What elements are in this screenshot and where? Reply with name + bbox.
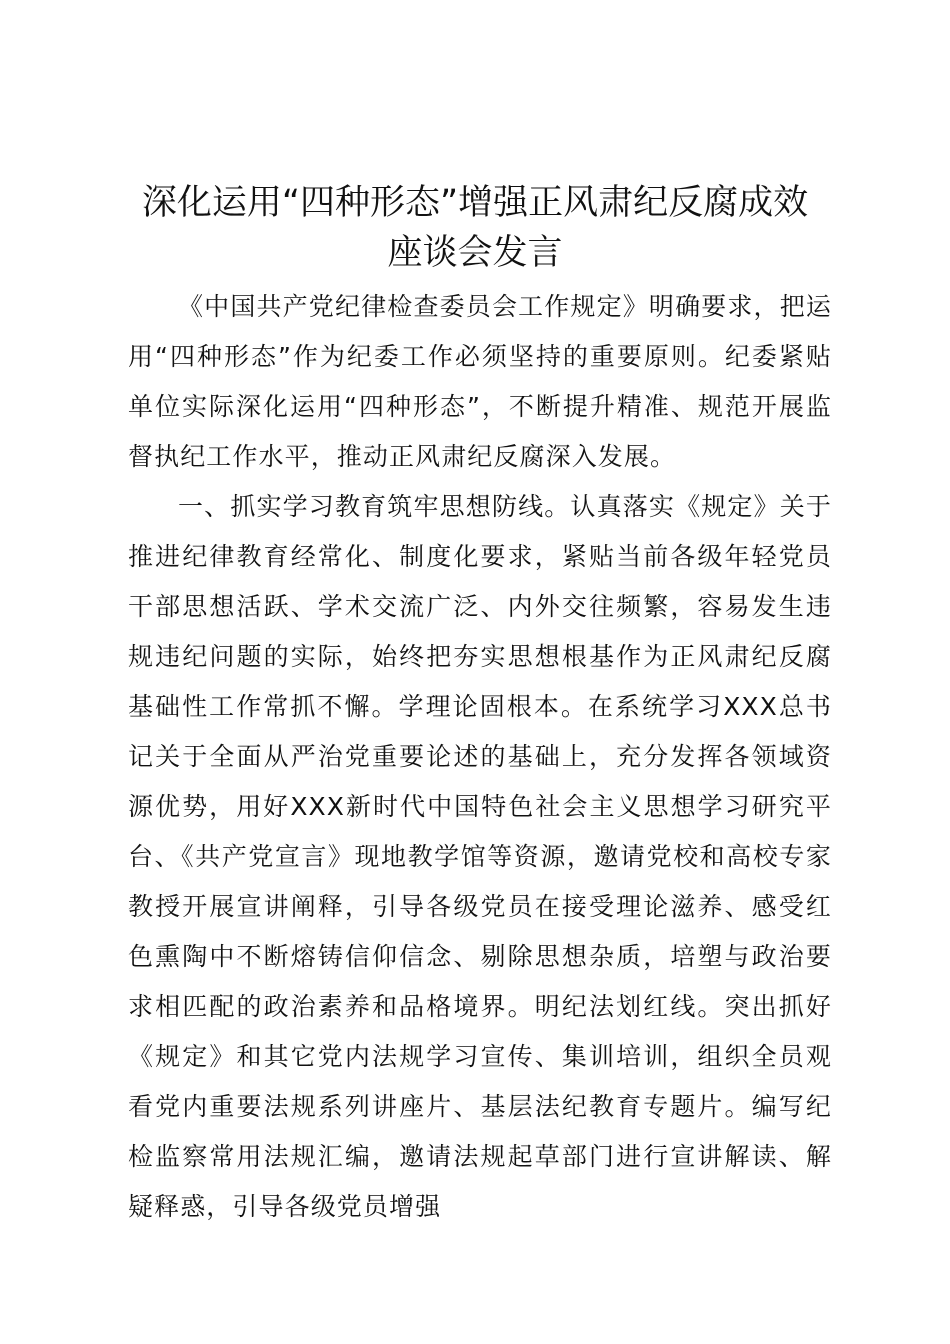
document-body xyxy=(128,282,832,1232)
title-line-2: 座谈会发言 xyxy=(387,233,563,273)
document-title xyxy=(100,178,850,278)
intro-paragraph: 《中国共产党纪律检查委员会工作规定》明确要求，把运用“四种形态”作为纪委工作必须坚持的重要原则。纪委紧贴单位实际深化运用“四种形态”，不断提升精准、规范开展监督执纪工作水平，推动正风肃纪反腐深入发展。 xyxy=(128,292,832,471)
section-one-paragraph: 一、抓实学习教育筑牢思想防线。认真落实《规定》关于推进纪律教育经常化、制度化要求，紧贴当前各级年轻党员干部思想活跃、学术交流广泛、内外交往频繁，容易发生违规违纪问题的实际，始终把夯实思想根基作为正风肃纪反腐基础性工作常抓不懈。学理论固根本。在系统学习XXX总书记关于全面从严治党重要论述的基础上，充分发挥各领域资源优势，用好XXX新时代中国特色社会主义思想学习研究平台、《共产党宣言》现地教学馆等资源，邀请党校和高校专家教授开展宣讲阐释，引导各级党员在接受理论滋养、感受红色熏陶中不断熔铸信仰信念、剔除思想杂质，培塑与政治要求相匹配的政治素养和品格境界。明纪法划红线。突出抓好《规定》和其它党内法规学习宣传、集训培训，组织全员观看党内重要法规系列讲座片、基层法纪教育专题片。编写纪检监察常用法规汇编，邀请法规起草部门进行宣讲解读、解疑释惑，引导各级党员增强 xyxy=(128,492,832,1221)
title-line-1: 深化运用“四种形态”增强正风肃纪反腐成效 xyxy=(141,183,809,223)
